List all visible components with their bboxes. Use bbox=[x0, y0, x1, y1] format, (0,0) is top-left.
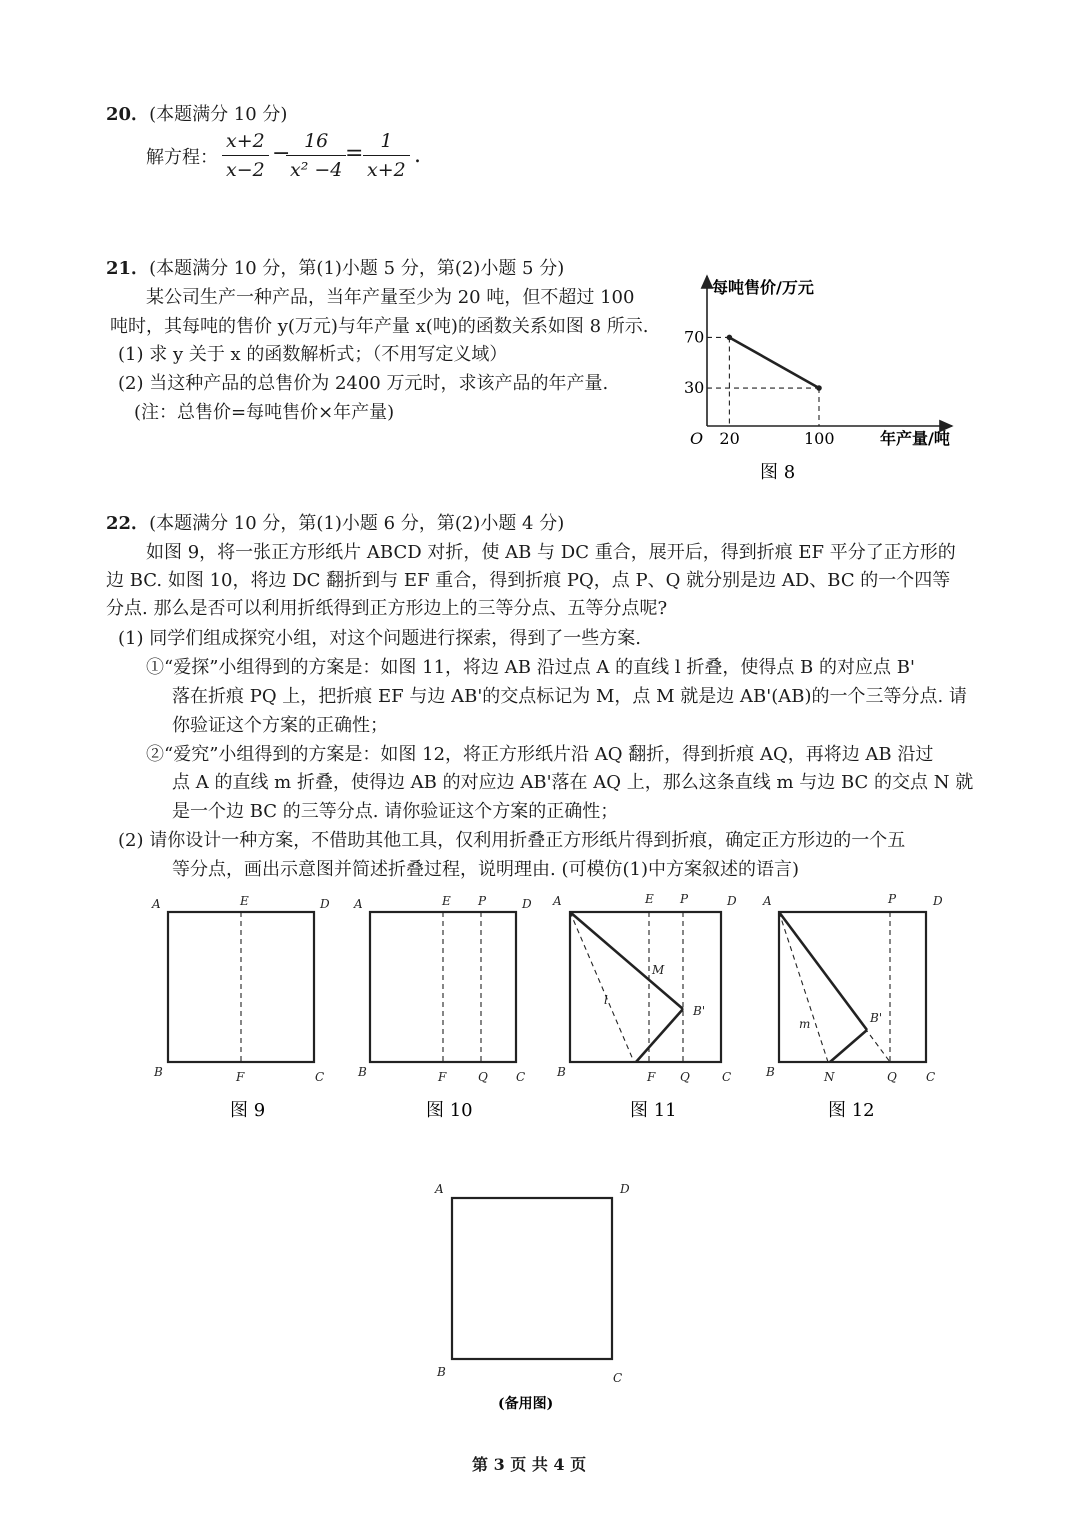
label-c: C bbox=[613, 1371, 623, 1385]
fold-line-l bbox=[570, 912, 634, 1062]
q20-fraction-2 bbox=[286, 128, 346, 183]
origin-label: O bbox=[690, 429, 704, 448]
segment-b-prime-n bbox=[830, 1030, 867, 1062]
figure-9-caption: 图 9 bbox=[230, 1100, 266, 1121]
fraction-denominator: x+2 bbox=[367, 159, 406, 181]
q22-plan-a-1: ①“爱探”小组得到的方案是：如图 11，将边 AB 沿过点 A 的直线 l 折叠，使得点 B 的对应点 B' bbox=[146, 657, 915, 678]
fraction-numerator: x+2 bbox=[222, 128, 269, 156]
label-b: B bbox=[154, 1065, 163, 1079]
label-b: B bbox=[437, 1365, 446, 1379]
label-a: A bbox=[354, 897, 363, 911]
spare-figure-caption: (备用图) bbox=[498, 1396, 554, 1412]
label-f: F bbox=[647, 1070, 656, 1084]
figure-9 bbox=[151, 894, 330, 1121]
q20-minus-sign: − bbox=[272, 141, 291, 166]
data-point bbox=[816, 385, 822, 391]
q20-fraction-3 bbox=[363, 128, 410, 183]
label-c: C bbox=[926, 1070, 936, 1084]
figure-11 bbox=[552, 892, 737, 1121]
q22-part-2-line-1: (2) 请你设计一种方案，不借助其他工具，仅利用折叠正方形纸片得到折痕，确定正方形边的一个五 bbox=[118, 830, 906, 851]
figure-12 bbox=[762, 892, 943, 1121]
q22-plan-a-2: 落在折痕 PQ 上，把折痕 EF 与边 AB'的交点标记为 M，点 M 就是边 AB'(AB)的一个三等分点. 请 bbox=[172, 686, 967, 707]
q20-period: . bbox=[414, 143, 421, 168]
fraction-numerator: 16 bbox=[286, 128, 346, 156]
label-a: A bbox=[763, 894, 772, 908]
q22-number: 22． bbox=[106, 513, 150, 534]
label-p: P bbox=[888, 892, 897, 906]
square bbox=[570, 912, 721, 1062]
fraction-denominator: x² −4 bbox=[290, 159, 343, 181]
y-tick-label: 30 bbox=[684, 378, 705, 398]
q20-number: 20． bbox=[106, 104, 150, 125]
q21-part-1: (1) 求 y 关于 x 的函数解析式；（不用写定义域） bbox=[118, 344, 508, 365]
label-d: D bbox=[933, 894, 943, 908]
label-a: A bbox=[553, 894, 562, 908]
figure-12-caption: 图 12 bbox=[828, 1100, 875, 1121]
data-series bbox=[727, 335, 822, 391]
figure-10 bbox=[353, 894, 532, 1121]
label-q: Q bbox=[887, 1070, 897, 1084]
fold-line-m bbox=[779, 912, 828, 1062]
q20-fraction-1 bbox=[222, 128, 269, 183]
label-m: M bbox=[652, 963, 665, 977]
q21-heading bbox=[106, 254, 564, 283]
segment-b-prime-f bbox=[636, 1009, 683, 1062]
label-c: C bbox=[516, 1070, 526, 1084]
q22-part-1: (1) 同学们组成探究小组，对这个问题进行探索，得到了一些方案. bbox=[118, 628, 641, 649]
label-a: A bbox=[152, 897, 161, 911]
fraction-denominator: x−2 bbox=[226, 159, 265, 181]
label-d: D bbox=[727, 894, 737, 908]
q22-part-2-line-2: 等分点，画出示意图并简述折叠过程，说明理由. (可模仿(1)中方案叙述的语言) bbox=[172, 859, 799, 880]
label-q: Q bbox=[680, 1070, 690, 1084]
q21-number: 21． bbox=[106, 258, 150, 279]
square bbox=[779, 912, 926, 1062]
q22-plan-b-3: 是一个边 BC 的三等分点. 请你验证这个方案的正确性； bbox=[172, 801, 619, 822]
label-b: B bbox=[358, 1065, 367, 1079]
label-l: l bbox=[604, 993, 608, 1007]
q20-equals-sign: = bbox=[345, 141, 364, 166]
q20-heading bbox=[106, 100, 287, 129]
figure-11-caption: 图 11 bbox=[630, 1100, 677, 1121]
label-b-prime: B' bbox=[693, 1004, 706, 1018]
q22-intro-3: 分点. 那么是否可以利用折纸得到正方形边上的三等分点、五等分点呢? bbox=[106, 598, 668, 619]
segment-ab-prime bbox=[570, 912, 683, 1009]
label-b: B bbox=[766, 1065, 775, 1079]
label-c: C bbox=[722, 1070, 732, 1084]
label-b: B bbox=[557, 1065, 566, 1079]
label-c: C bbox=[315, 1070, 325, 1084]
x-tick-label: 100 bbox=[804, 429, 835, 448]
label-f: F bbox=[236, 1070, 245, 1084]
label-d: D bbox=[620, 1182, 630, 1196]
q22-intro-2: 边 BC. 如图 10，将边 DC 翻折到与 EF 重合，得到折痕 PQ，点 P、Q 就分别是边 AD、BC 的一个四等 bbox=[106, 570, 951, 591]
figure-8-caption: 图 8 bbox=[760, 462, 796, 483]
label-e: E bbox=[645, 892, 654, 906]
fraction-numerator: 1 bbox=[363, 128, 410, 156]
label-a: A bbox=[435, 1182, 444, 1196]
q22-header: (本题满分 10 分，第(1)小题 6 分，第(2)小题 4 分) bbox=[149, 513, 565, 534]
q21-header: (本题满分 10 分，第(1)小题 5 分，第(2)小题 5 分) bbox=[149, 258, 565, 279]
q20-prompt: 解方程： bbox=[146, 147, 218, 168]
x-tick-label: 20 bbox=[719, 429, 740, 448]
figure-10-caption: 图 10 bbox=[426, 1100, 473, 1121]
label-e: E bbox=[240, 894, 249, 908]
series-line bbox=[729, 337, 819, 388]
q21-line-2: 吨时，其每吨的售价 y(万元)与年产量 x(吨)的函数关系如图 8 所示. bbox=[110, 316, 649, 337]
q21-note: (注：总售价=每吨售价×年产量) bbox=[134, 402, 395, 423]
q22-intro-1: 如图 9，将一张正方形纸片 ABCD 对折，使 AB 与 DC 重合，展开后，得到折痕 EF 平分了正方形的 bbox=[146, 542, 956, 563]
x-axis-label: 年产量/吨 bbox=[880, 429, 950, 448]
q21-line-1: 某公司生产一种产品，当年产量至少为 20 吨，但不超过 100 bbox=[146, 287, 635, 308]
label-m: m bbox=[799, 1017, 811, 1031]
y-tick-label: 70 bbox=[684, 327, 705, 347]
label-d: D bbox=[320, 897, 330, 911]
label-p: P bbox=[680, 892, 689, 906]
q21-part-2: (2) 当这种产品的总售价为 2400 万元时，求该产品的年产量. bbox=[118, 373, 609, 394]
q22-plan-b-1: ②“爱究”小组得到的方案是：如图 12，将正方形纸片沿 AQ 翻折，得到折痕 AQ，再将边 AB 沿过 bbox=[146, 744, 934, 765]
figure-8-graph bbox=[670, 268, 970, 490]
q22-plan-a-3: 你验证这个方案的正确性； bbox=[172, 715, 388, 736]
y-axis-label: 每吨售价/万元 bbox=[712, 278, 814, 297]
label-p: P bbox=[478, 894, 487, 908]
figures-9-to-12 bbox=[140, 888, 960, 1128]
square bbox=[452, 1198, 612, 1359]
segment-ab-prime bbox=[779, 912, 867, 1030]
q22-plan-b-2: 点 A 的直线 m 折叠，使得边 AB 的对应边 AB'落在 AQ 上，那么这条直线 m 与边 BC 的交点 N 就 bbox=[172, 772, 974, 793]
label-n: N bbox=[824, 1070, 835, 1084]
q22-heading bbox=[106, 509, 564, 538]
q20-header: (本题满分 10 分) bbox=[149, 104, 288, 125]
label-q: Q bbox=[478, 1070, 488, 1084]
label-b-prime: B' bbox=[870, 1011, 883, 1025]
data-point bbox=[727, 335, 733, 341]
guide-lines bbox=[707, 337, 819, 426]
page-footer: 第 3 页 共 4 页 bbox=[472, 1455, 587, 1474]
label-d: D bbox=[522, 897, 532, 911]
spare-figure bbox=[420, 1170, 660, 1420]
label-e: E bbox=[442, 894, 451, 908]
label-f: F bbox=[438, 1070, 447, 1084]
